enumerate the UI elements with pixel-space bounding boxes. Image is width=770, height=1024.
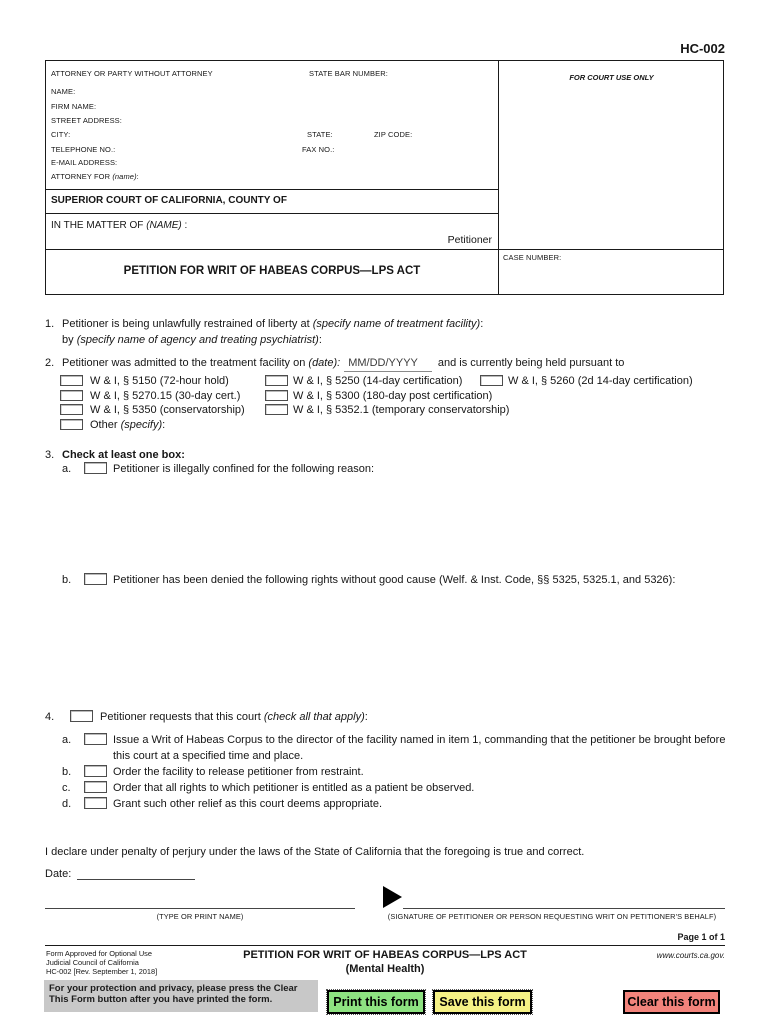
footer-form-subtitle: (Mental Health) bbox=[345, 963, 425, 975]
item4b-text: Order the facility to release petitioner from restraint. bbox=[113, 766, 364, 778]
city-label: CITY: bbox=[51, 130, 71, 139]
wi-5350-label: W & I, § 5350 (conservatorship) bbox=[90, 404, 245, 416]
form-code: HC-002 bbox=[680, 41, 725, 56]
checkbox-issue-writ[interactable] bbox=[84, 733, 107, 745]
case-number-label: CASE NUMBER: bbox=[503, 253, 562, 262]
item4-intro: Petitioner requests that this court (check all that apply): bbox=[100, 711, 368, 723]
footer-divider bbox=[45, 945, 725, 946]
approval-line-1: Form Approved for Optional Use bbox=[46, 949, 152, 958]
footer-form-title: PETITION FOR WRIT OF HABEAS CORPUS—LPS ACT bbox=[243, 949, 527, 961]
item4d-letter: d. bbox=[62, 798, 72, 810]
date-label: Date: bbox=[45, 868, 72, 880]
approval-line-3: HC-002 [Rev. September 1, 2018] bbox=[46, 967, 158, 976]
state-label: STATE: bbox=[307, 130, 333, 139]
checkbox-wi-5260[interactable] bbox=[480, 375, 503, 386]
item3-number: 3. bbox=[45, 449, 55, 461]
wi-5150-label: W & I, § 5150 (72-hour hold) bbox=[90, 375, 229, 387]
item2-line: Petitioner was admitted to the treatment facility on (date): MM/DD/YYYY and is currently being held pursuant to bbox=[62, 355, 624, 372]
page-number: Page 1 of 1 bbox=[677, 932, 725, 942]
item4a-text: Issue a Writ of Habeas Corpus to the director of the facility named in item 1, commanding that the petitioner be brought before this court at a specified time and place. bbox=[113, 734, 726, 762]
street-address-label: STREET ADDRESS: bbox=[51, 116, 122, 125]
item1-line2: by (specify name of agency and treating psychiatrist): bbox=[62, 334, 322, 346]
checkbox-order-rights-observed[interactable] bbox=[84, 781, 107, 793]
type-print-name-caption: (TYPE OR PRINT NAME) bbox=[156, 912, 244, 921]
zip-code-label: ZIP CODE: bbox=[374, 130, 413, 139]
item4-number: 4. bbox=[45, 711, 55, 723]
checkbox-wi-5300[interactable] bbox=[265, 390, 288, 401]
wi-5352-1-label: W & I, § 5352.1 (temporary conservatorship) bbox=[293, 404, 510, 416]
checkbox-other[interactable] bbox=[60, 419, 83, 430]
item3-heading: Check at least one box: bbox=[62, 449, 185, 461]
save-form-button[interactable]: Save this form bbox=[433, 990, 532, 1014]
item2-number: 2. bbox=[45, 357, 55, 369]
clear-form-button[interactable]: Clear this form bbox=[623, 990, 720, 1014]
other-label: Other (specify): bbox=[90, 419, 166, 431]
item4c-text: Order that all rights to which petitioner is entitled as a patient be observed. bbox=[113, 782, 475, 794]
signature-arrow-icon bbox=[383, 886, 402, 908]
checkbox-wi-5150[interactable] bbox=[60, 375, 83, 386]
email-label: E-MAIL ADDRESS: bbox=[51, 158, 118, 167]
in-the-matter-of-label: IN THE MATTER OF (NAME) : bbox=[51, 220, 188, 231]
name-label: NAME: bbox=[51, 87, 76, 96]
signature-line[interactable] bbox=[403, 908, 725, 909]
signature-caption: (SIGNATURE OF PETITIONER OR PERSON REQUESTING WRIT ON PETITIONER'S BEHALF) bbox=[387, 912, 717, 921]
checkbox-order-release[interactable] bbox=[84, 765, 107, 777]
superior-court-label: SUPERIOR COURT OF CALIFORNIA, COUNTY OF bbox=[51, 195, 287, 206]
item3b-text: Petitioner has been denied the following rights without good cause (Welf. & Inst. Code, §§ 5325, 5325.1, and 5326): bbox=[113, 574, 676, 586]
checkbox-wi-5270-15[interactable] bbox=[60, 390, 83, 401]
telephone-label: TELEPHONE NO.: bbox=[51, 145, 116, 154]
checkbox-wi-5352-1[interactable] bbox=[265, 404, 288, 415]
checkbox-wi-5350[interactable] bbox=[60, 404, 83, 415]
checkbox-illegally-confined[interactable] bbox=[84, 462, 107, 474]
wi-5300-label: W & I, § 5300 (180-day post certification) bbox=[293, 390, 493, 402]
checkbox-wi-5250[interactable] bbox=[265, 375, 288, 386]
type-print-name-line[interactable] bbox=[45, 908, 355, 909]
item4d-text: Grant such other relief as this court deems appropriate. bbox=[113, 798, 383, 810]
item1-line1: Petitioner is being unlawfully restrained of liberty at (specify name of treatment facility): bbox=[62, 318, 484, 330]
item3a-text: Petitioner is illegally confined for the following reason: bbox=[113, 463, 375, 475]
checkbox-denied-rights[interactable] bbox=[84, 573, 107, 585]
state-bar-label: STATE BAR NUMBER: bbox=[309, 69, 388, 78]
attorney-for-label: ATTORNEY FOR (name): bbox=[51, 172, 139, 181]
item1-number: 1. bbox=[45, 318, 55, 330]
approval-line-2: Judicial Council of California bbox=[46, 958, 139, 967]
print-form-button[interactable]: Print this form bbox=[327, 990, 425, 1014]
table-line bbox=[46, 213, 498, 214]
form-title: PETITION FOR WRIT OF HABEAS CORPUS—LPS ACT bbox=[123, 265, 421, 277]
item3a-letter: a. bbox=[62, 463, 72, 475]
table-line bbox=[46, 249, 723, 250]
wi-5260-label: W & I, § 5260 (2d 14-day certification) bbox=[508, 375, 693, 387]
table-line bbox=[46, 189, 498, 190]
item4b-letter: b. bbox=[62, 766, 72, 778]
caption-table bbox=[45, 60, 724, 295]
courts-website: www.courts.ca.gov. bbox=[656, 951, 725, 960]
checkbox-grant-other-relief[interactable] bbox=[84, 797, 107, 809]
checkbox-petitioner-requests[interactable] bbox=[70, 710, 93, 722]
admission-date-field[interactable]: MM/DD/YYYY bbox=[344, 355, 432, 372]
privacy-notice: For your protection and privacy, please press the Clear This Form button after you have printed the form. bbox=[44, 980, 318, 1012]
fax-label: FAX NO.: bbox=[302, 145, 335, 154]
item3b-letter: b. bbox=[62, 574, 72, 586]
wi-5250-label: W & I, § 5250 (14-day certification) bbox=[293, 375, 463, 387]
petitioner-label: Petitioner bbox=[447, 234, 492, 246]
perjury-declaration: I declare under penalty of perjury under the laws of the State of California that the foregoing is true and correct. bbox=[45, 846, 585, 858]
item4c-letter: c. bbox=[62, 782, 71, 794]
for-court-use-label: FOR COURT USE ONLY bbox=[569, 73, 654, 82]
firm-name-label: FIRM NAME: bbox=[51, 102, 97, 111]
attorney-party-label: ATTORNEY OR PARTY WITHOUT ATTORNEY bbox=[51, 69, 213, 78]
wi-5270-15-label: W & I, § 5270.15 (30-day cert.) bbox=[90, 390, 241, 402]
item4a-letter: a. bbox=[62, 734, 72, 746]
date-field[interactable] bbox=[77, 866, 195, 880]
table-vertical-divider bbox=[498, 61, 499, 294]
